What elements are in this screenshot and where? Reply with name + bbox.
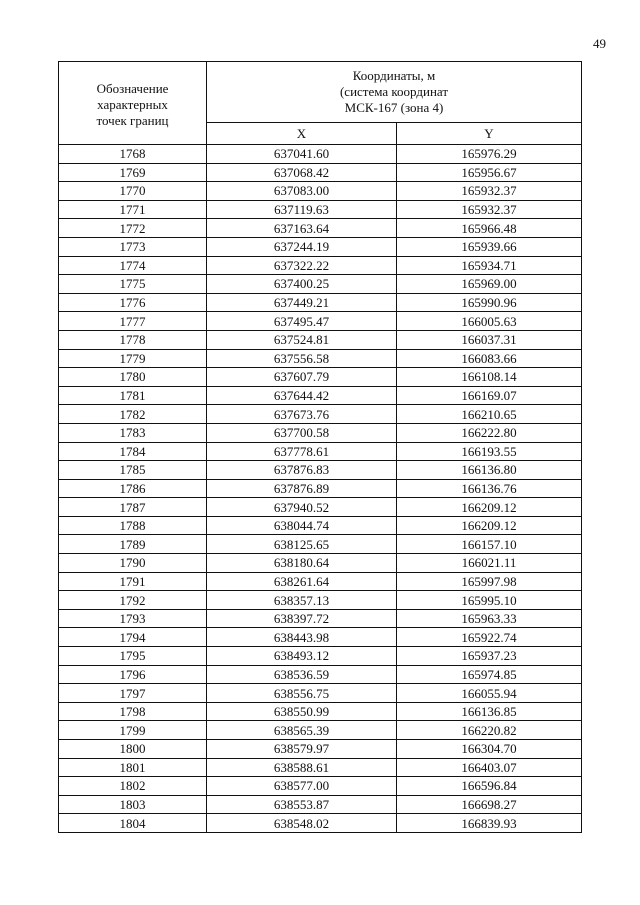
y-coordinate-cell: 165995.10 [397, 591, 582, 610]
x-coordinate-cell: 637322.22 [207, 256, 397, 275]
x-coordinate-cell: 637083.00 [207, 182, 397, 201]
table-row [59, 182, 582, 201]
x-coordinate-cell: 638443.98 [207, 628, 397, 647]
x-coordinate-cell: 637700.58 [207, 423, 397, 442]
table-body [59, 145, 582, 833]
y-coordinate-cell: 165990.96 [397, 293, 582, 312]
point-header-line: Обозначение [96, 81, 169, 96]
table-row [59, 442, 582, 461]
x-coordinate-cell: 638493.12 [207, 647, 397, 666]
point-id-cell: 1777 [59, 312, 207, 331]
table-row [59, 275, 582, 294]
point-id-cell: 1775 [59, 275, 207, 294]
x-coordinate-cell: 637940.52 [207, 498, 397, 517]
x-coordinate-cell: 637556.58 [207, 349, 397, 368]
point-id-cell: 1804 [59, 814, 207, 833]
table-row [59, 516, 582, 535]
y-coordinate-cell: 165932.37 [397, 200, 582, 219]
point-id-cell: 1790 [59, 554, 207, 573]
x-coordinate-cell: 638548.02 [207, 814, 397, 833]
point-id-cell: 1778 [59, 330, 207, 349]
point-header-line: характерных [97, 97, 168, 112]
table-row [59, 721, 582, 740]
table-row [59, 461, 582, 480]
x-coordinate-cell: 638397.72 [207, 609, 397, 628]
table-row [59, 758, 582, 777]
point-id-cell: 1773 [59, 237, 207, 256]
table-row [59, 572, 582, 591]
x-coordinate-cell: 638550.99 [207, 702, 397, 721]
point-id-cell: 1786 [59, 479, 207, 498]
table-row [59, 368, 582, 387]
x-coordinate-cell: 638565.39 [207, 721, 397, 740]
table-row [59, 665, 582, 684]
x-coordinate-cell: 638556.75 [207, 684, 397, 703]
table-row [59, 200, 582, 219]
x-coordinate-cell: 637041.60 [207, 145, 397, 164]
y-coordinate-cell: 166005.63 [397, 312, 582, 331]
table-row [59, 777, 582, 796]
x-coordinate-cell: 638536.59 [207, 665, 397, 684]
y-coordinate-cell: 165974.85 [397, 665, 582, 684]
y-coordinate-cell: 166596.84 [397, 777, 582, 796]
x-column-header: X [207, 123, 397, 145]
point-header-line: точек границ [96, 113, 169, 128]
y-coordinate-cell: 165922.74 [397, 628, 582, 647]
y-coordinate-cell: 166222.80 [397, 423, 582, 442]
x-coordinate-cell: 637876.89 [207, 479, 397, 498]
table-row [59, 740, 582, 759]
x-coordinate-cell: 638044.74 [207, 516, 397, 535]
point-id-cell: 1801 [59, 758, 207, 777]
y-coordinate-cell: 166169.07 [397, 386, 582, 405]
coords-header-line: Координаты, м [352, 68, 436, 83]
table-row [59, 145, 582, 164]
x-coordinate-cell: 637778.61 [207, 442, 397, 461]
x-coordinate-cell: 637644.42 [207, 386, 397, 405]
x-coordinate-cell: 637400.25 [207, 275, 397, 294]
coordinates-group-header [207, 62, 582, 123]
point-id-cell: 1788 [59, 516, 207, 535]
point-id-cell: 1802 [59, 777, 207, 796]
point-id-cell: 1769 [59, 163, 207, 182]
point-id-cell: 1771 [59, 200, 207, 219]
table-row [59, 219, 582, 238]
point-id-cell: 1796 [59, 665, 207, 684]
y-coordinate-cell: 166210.65 [397, 405, 582, 424]
page-number: 49 [593, 36, 606, 51]
y-coordinate-cell: 165976.29 [397, 145, 582, 164]
x-coordinate-cell: 637524.81 [207, 330, 397, 349]
point-id-cell: 1797 [59, 684, 207, 703]
point-id-cell: 1784 [59, 442, 207, 461]
x-coordinate-cell: 637449.21 [207, 293, 397, 312]
table-row [59, 591, 582, 610]
x-coordinate-cell: 638125.65 [207, 535, 397, 554]
y-coordinate-cell: 166136.85 [397, 702, 582, 721]
point-id-cell: 1800 [59, 740, 207, 759]
table-row [59, 498, 582, 517]
y-coordinate-cell: 165939.66 [397, 237, 582, 256]
table-row [59, 479, 582, 498]
x-coordinate-cell: 637244.19 [207, 237, 397, 256]
point-id-cell: 1770 [59, 182, 207, 201]
table-row [59, 386, 582, 405]
y-coordinate-cell: 166037.31 [397, 330, 582, 349]
x-coordinate-cell: 638588.61 [207, 758, 397, 777]
x-coordinate-cell: 637673.76 [207, 405, 397, 424]
x-coordinate-cell: 638180.64 [207, 554, 397, 573]
point-id-cell: 1794 [59, 628, 207, 647]
table-header [59, 62, 582, 145]
x-coordinate-cell: 638577.00 [207, 777, 397, 796]
x-coordinate-cell: 638357.13 [207, 591, 397, 610]
point-id-cell: 1791 [59, 572, 207, 591]
y-coordinate-cell: 166839.93 [397, 814, 582, 833]
table-row [59, 349, 582, 368]
x-coordinate-cell: 638261.64 [207, 572, 397, 591]
table-row [59, 423, 582, 442]
y-coordinate-cell: 166055.94 [397, 684, 582, 703]
point-id-cell: 1798 [59, 702, 207, 721]
x-coordinate-cell: 637163.64 [207, 219, 397, 238]
table-row [59, 293, 582, 312]
table-row [59, 609, 582, 628]
y-coordinate-cell: 165966.48 [397, 219, 582, 238]
coords-header-line: (система координат [339, 84, 449, 99]
point-id-cell: 1768 [59, 145, 207, 164]
x-coordinate-cell: 637068.42 [207, 163, 397, 182]
table-row [59, 628, 582, 647]
y-coordinate-cell: 166021.11 [397, 554, 582, 573]
y-coordinate-cell: 165932.37 [397, 182, 582, 201]
point-id-cell: 1792 [59, 591, 207, 610]
table-row [59, 163, 582, 182]
coords-header-line: МСК-167 (зона 4) [344, 100, 444, 115]
table-row [59, 702, 582, 721]
point-id-cell: 1772 [59, 219, 207, 238]
table-row [59, 312, 582, 331]
y-coordinate-cell: 165963.33 [397, 609, 582, 628]
y-coordinate-cell: 166403.07 [397, 758, 582, 777]
point-id-cell: 1776 [59, 293, 207, 312]
y-coordinate-cell: 166083.66 [397, 349, 582, 368]
table-row [59, 647, 582, 666]
point-id-cell: 1780 [59, 368, 207, 387]
y-coordinate-cell: 165934.71 [397, 256, 582, 275]
table-row [59, 684, 582, 703]
x-coordinate-cell: 637876.83 [207, 461, 397, 480]
x-coordinate-cell: 637607.79 [207, 368, 397, 387]
y-coordinate-cell: 166220.82 [397, 721, 582, 740]
table-row [59, 814, 582, 833]
point-id-cell: 1779 [59, 349, 207, 368]
point-id-cell: 1795 [59, 647, 207, 666]
table-row [59, 405, 582, 424]
point-designation-header [59, 62, 207, 145]
y-coordinate-cell: 166304.70 [397, 740, 582, 759]
point-id-cell: 1781 [59, 386, 207, 405]
y-coordinate-cell: 165956.67 [397, 163, 582, 182]
point-id-cell: 1774 [59, 256, 207, 275]
x-coordinate-cell: 638553.87 [207, 795, 397, 814]
x-coordinate-cell: 638579.97 [207, 740, 397, 759]
table-row [59, 330, 582, 349]
y-coordinate-cell: 165997.98 [397, 572, 582, 591]
table-row [59, 256, 582, 275]
y-coordinate-cell: 165937.23 [397, 647, 582, 666]
table-row [59, 535, 582, 554]
point-id-cell: 1783 [59, 423, 207, 442]
y-column-header: Y [397, 123, 582, 145]
y-coordinate-cell: 166108.14 [397, 368, 582, 387]
point-id-cell: 1785 [59, 461, 207, 480]
x-coordinate-cell: 637119.63 [207, 200, 397, 219]
y-coordinate-cell: 166193.55 [397, 442, 582, 461]
point-id-cell: 1782 [59, 405, 207, 424]
y-coordinate-cell: 166698.27 [397, 795, 582, 814]
table-row [59, 237, 582, 256]
coordinates-table [58, 61, 582, 833]
point-id-cell: 1799 [59, 721, 207, 740]
y-coordinate-cell: 165969.00 [397, 275, 582, 294]
table-row [59, 554, 582, 573]
point-id-cell: 1793 [59, 609, 207, 628]
y-coordinate-cell: 166136.76 [397, 479, 582, 498]
point-id-cell: 1803 [59, 795, 207, 814]
point-id-cell: 1789 [59, 535, 207, 554]
y-coordinate-cell: 166136.80 [397, 461, 582, 480]
y-coordinate-cell: 166209.12 [397, 516, 582, 535]
y-coordinate-cell: 166157.10 [397, 535, 582, 554]
y-coordinate-cell: 166209.12 [397, 498, 582, 517]
x-coordinate-cell: 637495.47 [207, 312, 397, 331]
table-row [59, 795, 582, 814]
point-id-cell: 1787 [59, 498, 207, 517]
